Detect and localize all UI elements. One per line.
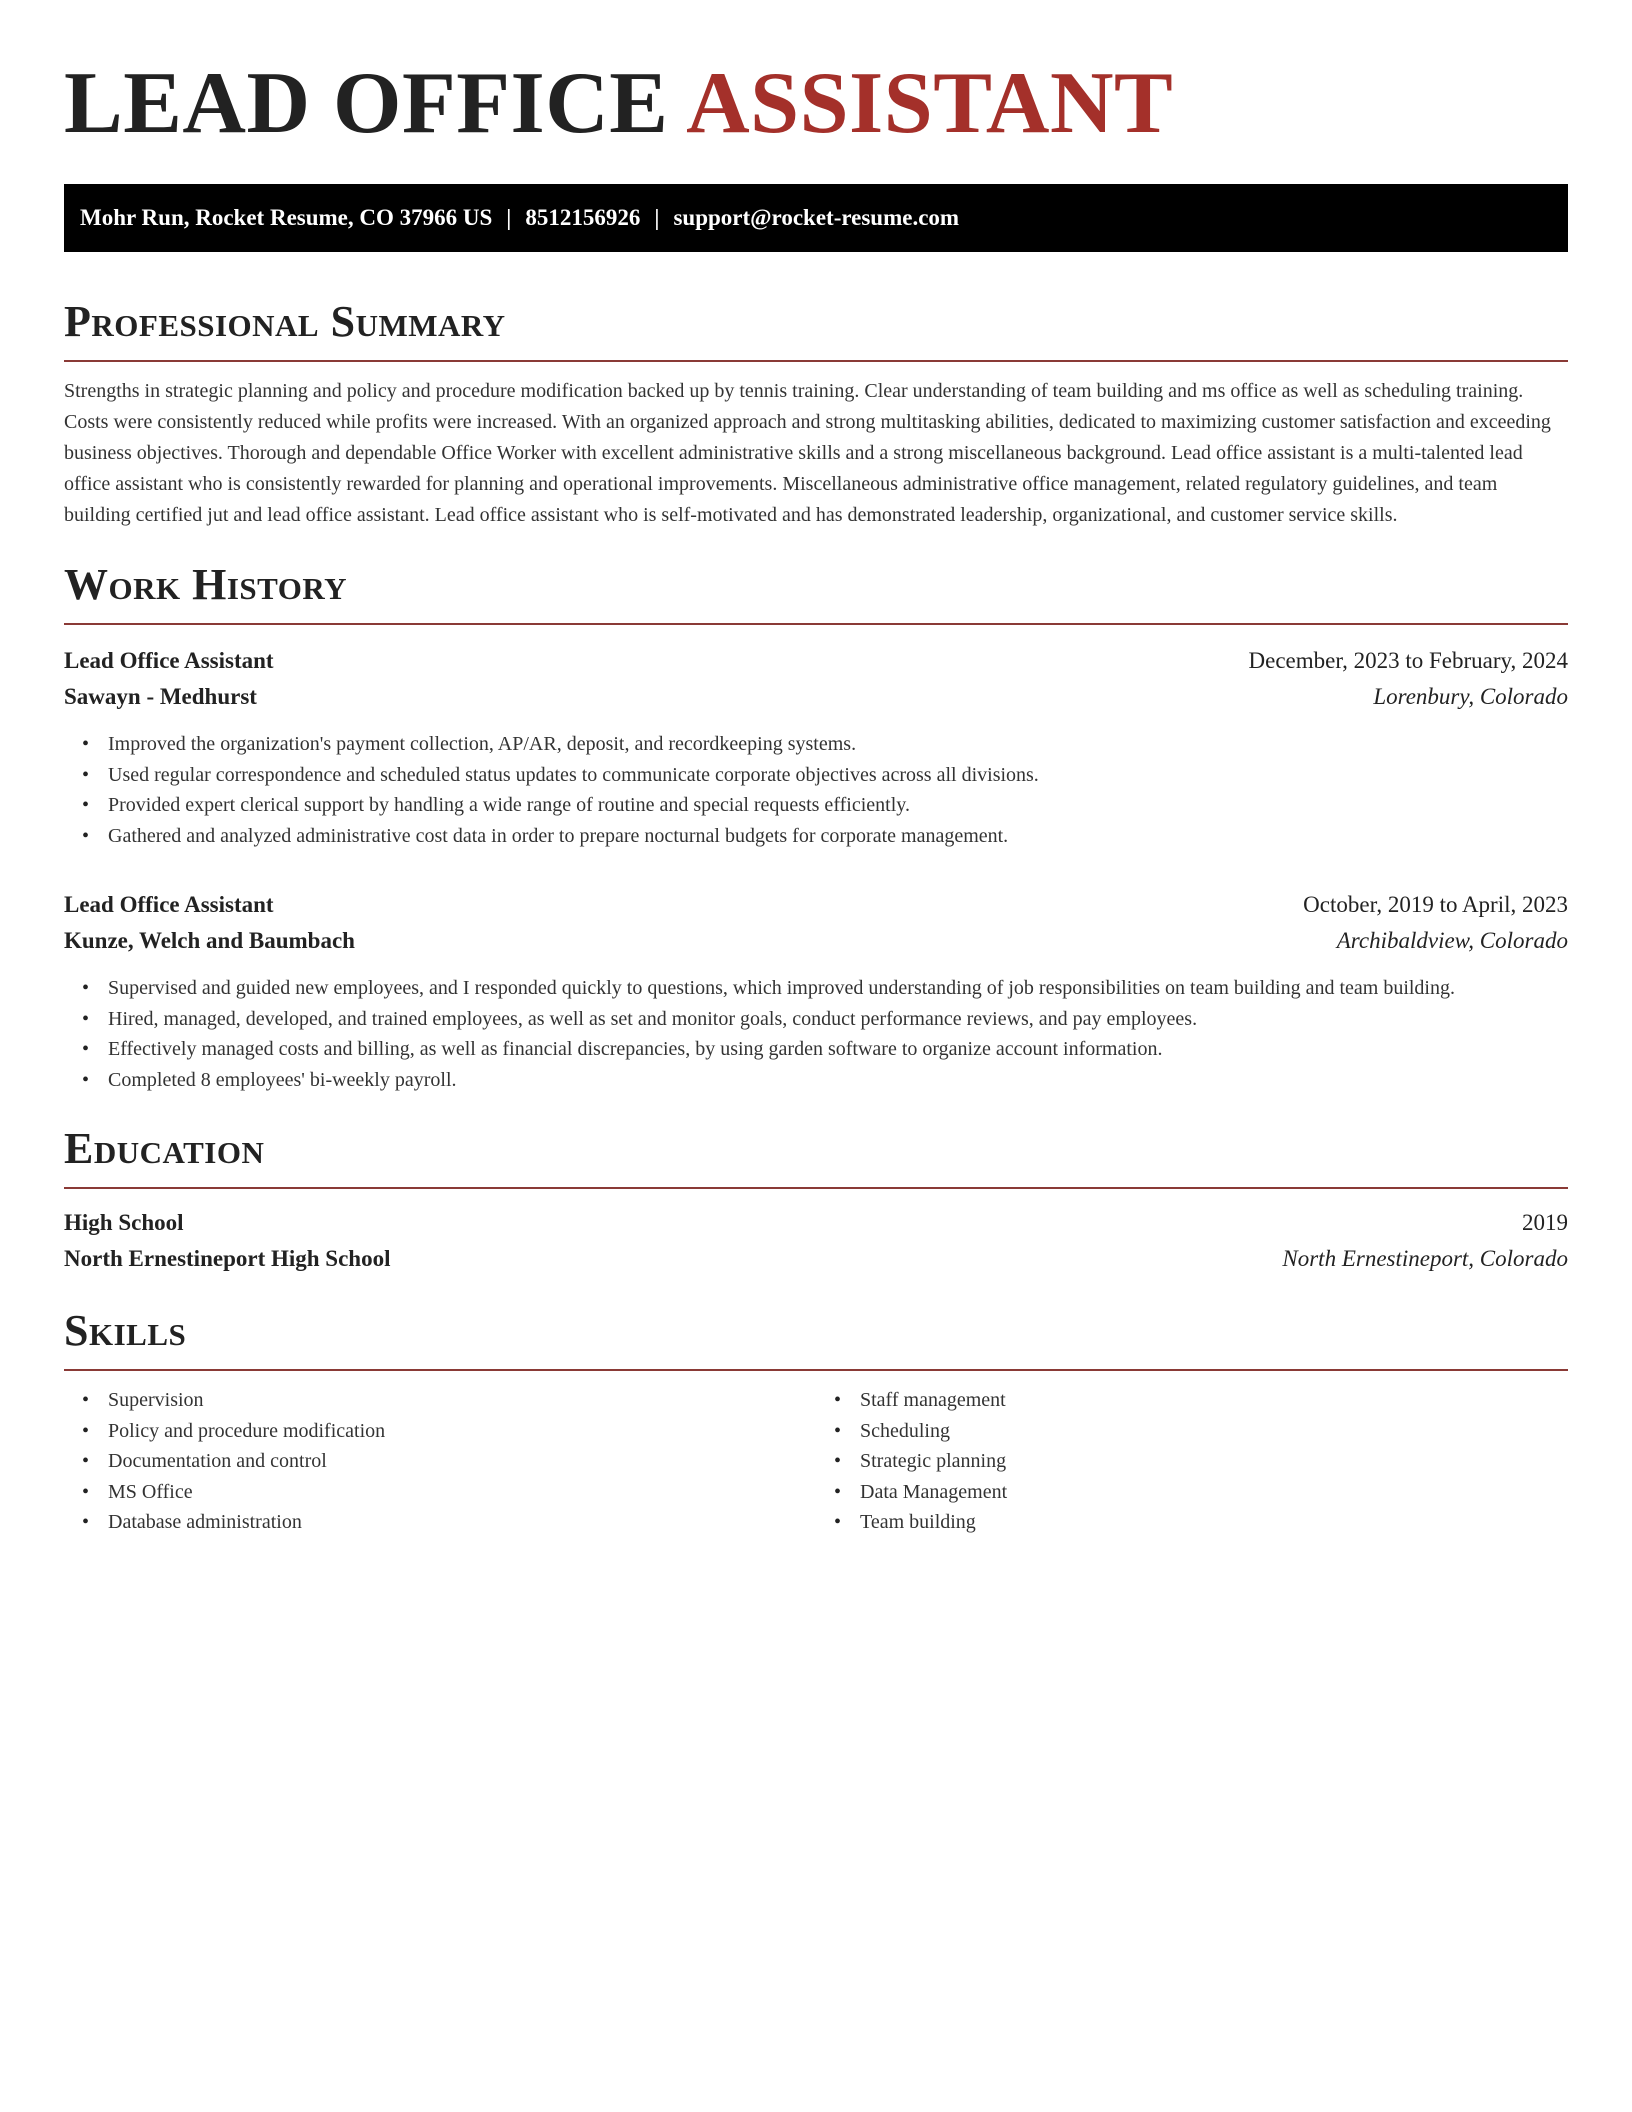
job-title: Lead Office Assistant (64, 648, 274, 673)
contact-bar (64, 184, 1568, 252)
list-item: • Hired, managed, developed, and trained employees, as well as set and monitor goals, conduct performance reviews, and pay employees. (108, 1004, 1568, 1035)
education-entry (64, 1205, 1568, 1277)
skill-item: • Scheduling (860, 1416, 1568, 1447)
work-history-section (64, 559, 1568, 1095)
education-section (64, 1123, 1568, 1277)
job-title: Lead Office Assistant (64, 892, 274, 917)
skill-item: • Policy and procedure modification (108, 1416, 816, 1447)
job-dates: October, 2019 to April, 2023 (1303, 892, 1568, 917)
skills-list-left (64, 1385, 816, 1538)
list-item: • Provided expert clerical support by handling a wide range of routine and special requests efficiently. (108, 790, 1568, 821)
job-duties-list (64, 729, 1568, 851)
education-year: 2019 (1522, 1210, 1568, 1235)
education-heading: Education (64, 1124, 265, 1173)
skills-section (64, 1305, 1568, 1538)
list-item: • Gathered and analyzed administrative cost data in order to prepare nocturnal budgets for corporate management. (108, 821, 1568, 852)
summary-heading: Professional Summary (64, 297, 506, 346)
skill-item: • Staff management (860, 1385, 1568, 1416)
summary-text: Strengths in strategic planning and policy and procedure modification backed up by tennis training. Clear understanding of team building and ms office as well as scheduling training. Costs were consistently reduced while profits were increased. With an organized approach and strong multitasking abilities, dedicated to maximizing customer satisfaction and exceeding business objectives. Thorough and dependable Office Worker with excellent administrative skills and a strong miscellaneous background. Lead office assistant is a multi-talented lead office assistant who is consistently rewarded for planning and operational improvements. Miscellaneous administrative office management, related regulatory guidelines, and team building certified jut and lead office assistant. Lead office assistant who is self-motivated and has demonstrated leadership, organizational, and customer service skills. (64, 380, 1551, 526)
list-item: • Used regular correspondence and scheduled status updates to communicate corporate objectives across all divisions. (108, 760, 1568, 791)
title-dark-part: LEAD OFFICE (64, 55, 669, 152)
skill-item: • Team building (860, 1507, 1568, 1538)
job-company: Sawayn - Medhurst (64, 684, 257, 709)
skills-columns (64, 1385, 1568, 1538)
skill-item: • Supervision (108, 1385, 816, 1416)
resume-title (64, 0, 1568, 158)
list-item: • Improved the organization's payment collection, AP/AR, deposit, and recordkeeping systems. (108, 729, 1568, 760)
job-entry (64, 887, 1568, 1095)
skill-item: • Documentation and control (108, 1446, 816, 1477)
skill-item: • MS Office (108, 1477, 816, 1508)
job-location: Lorenbury, Colorado (1373, 684, 1568, 709)
contact-separator: | (654, 205, 660, 230)
education-degree: High School (64, 1210, 184, 1235)
job-company: Kunze, Welch and Baumbach (64, 928, 355, 953)
title-accent-part: ASSISTANT (686, 55, 1174, 152)
job-entry (64, 643, 1568, 851)
summary-section (64, 296, 1568, 531)
section-divider (64, 623, 1568, 625)
education-school: North Ernestineport High School (64, 1246, 391, 1271)
job-location: Archibaldview, Colorado (1336, 928, 1568, 953)
contact-phone: 8512156926 (525, 205, 641, 230)
list-item: • Supervised and guided new employees, and I responded quickly to questions, which improved understanding of job responsibilities on team building and team building. (108, 973, 1568, 1004)
contact-email: support@rocket-resume.com (673, 205, 960, 230)
contact-address: Mohr Run, Rocket Resume, CO 37966 US (80, 205, 493, 230)
job-dates: December, 2023 to February, 2024 (1248, 648, 1568, 673)
work-history-heading: Work History (64, 560, 348, 609)
skills-list-right (816, 1385, 1568, 1538)
skill-item: • Data Management (860, 1477, 1568, 1508)
contact-separator: | (506, 205, 512, 230)
job-duties-list (64, 973, 1568, 1095)
section-divider (64, 1187, 1568, 1189)
list-item: • Effectively managed costs and billing, as well as financial discrepancies, by using garden software to organize account information. (108, 1034, 1568, 1065)
skill-item: • Strategic planning (860, 1446, 1568, 1477)
section-divider (64, 1369, 1568, 1371)
section-divider (64, 360, 1568, 362)
list-item: • Completed 8 employees' bi-weekly payroll. (108, 1065, 1568, 1096)
education-location: North Ernestineport, Colorado (1282, 1246, 1568, 1271)
skill-item: • Database administration (108, 1507, 816, 1538)
skills-heading: Skills (64, 1306, 187, 1355)
